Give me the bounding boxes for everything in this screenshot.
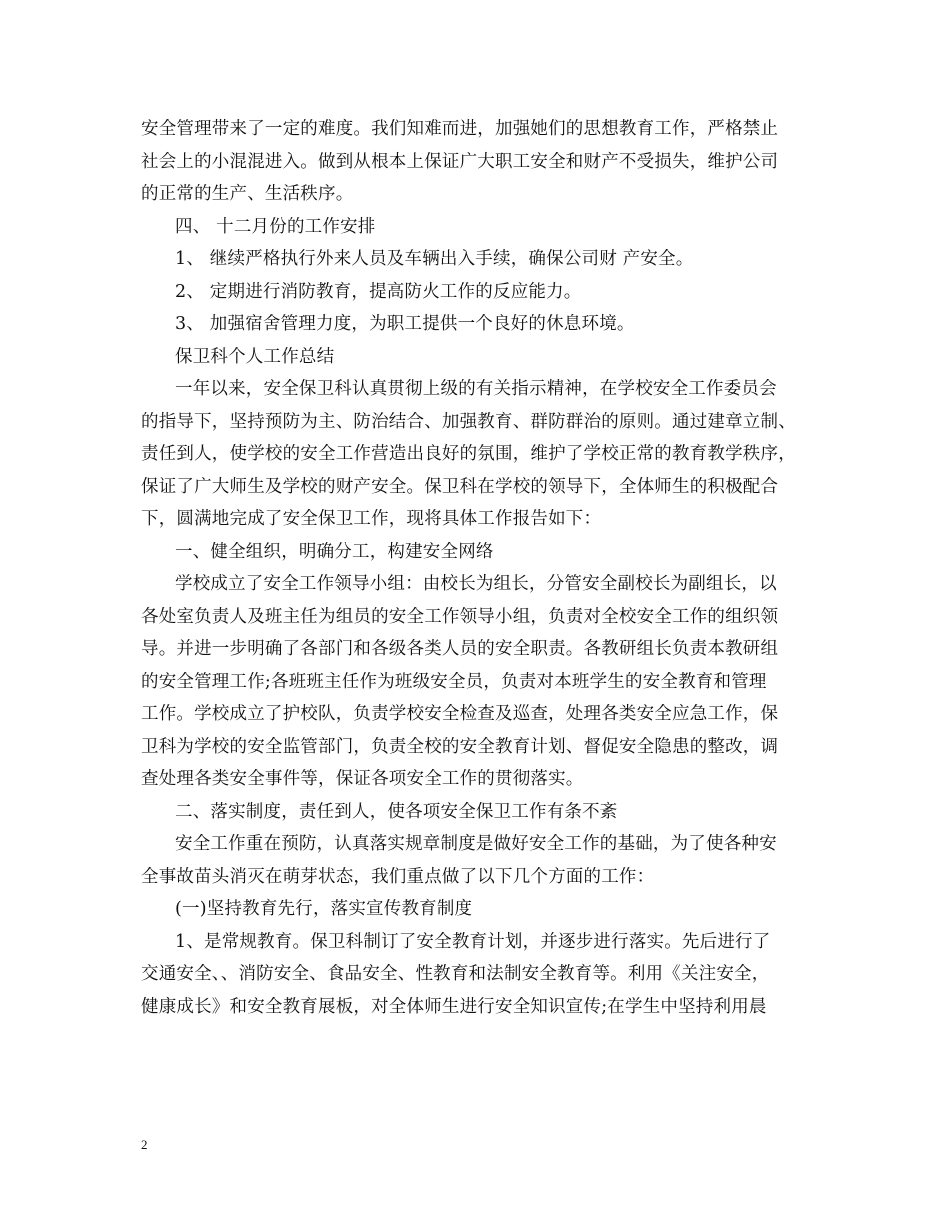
document-body: [141, 113, 811, 1023]
text-line: 各处室负责人及班主任为组员的安全工作领导小组，负责对全校安全工作的组织领: [141, 606, 779, 627]
text-line: 交通安全、、消防安全、食品安全、性教育和法制安全教育等。利用《关注安全，: [141, 964, 770, 984]
text-line: 保卫科个人工作总结: [175, 346, 335, 367]
text-line: 的正常的生产、生活秩序。: [141, 184, 354, 204]
text-line: 一、健全组织，明确分工，构建安全网络: [175, 541, 494, 562]
text-line: 全事故苗头消灭在萌芽状态，我们重点做了以下几个方面的工作：: [141, 866, 655, 887]
text-line: 学校成立了安全工作领导小组：由校长为组长，分管安全副校长为副组长，以: [175, 574, 777, 594]
text-line: 一年以来，安全保卫科认真贯彻上级的有关指示精神，在学校安全工作委员会: [175, 379, 777, 399]
text-line: 卫科为学校的安全监管部门，负责全校的安全教育计划、督促安全隐患的整改，调: [141, 736, 779, 757]
text-line: 2、 定期进行消防教育，提高防火工作的反应能力。: [175, 281, 582, 302]
text-line: 二、落实制度，责任到人，使各项安全保卫工作有条不紊: [175, 801, 618, 822]
text-line: 工作。学校成立了护校队，负责学校安全检查及巡查，处理各类安全应急工作，保: [141, 704, 779, 724]
text-line: 1、 继续严格执行外来人员及车辆出入手续，确保公司财 产安全。: [175, 249, 694, 269]
text-line: 安全管理带来了一定的难度。我们知难而进，加强她们的思想教育工作，严格禁止: [141, 119, 779, 139]
text-line: 四、 十二月份的工作安排: [175, 216, 376, 237]
text-line: 下，圆满地完成了安全保卫工作，现将具体工作报告如下：: [141, 509, 602, 529]
text-line: 社会上的小混混进入。做到从根本上保证广大职工安全和财产不受损失，维护公司: [141, 151, 779, 172]
text-line: 查处理各类安全事件等，保证各项安全工作的贯彻落实。: [141, 769, 584, 789]
text-line: 责任到人，使学校的安全工作营造出良好的氛围，维护了学校正常的教育教学秩序，: [141, 444, 796, 464]
page-number: 2: [141, 1137, 148, 1152]
text-line: 保证了广大师生及学校的财产安全。保卫科在学校的领导下，全体师生的积极配合: [141, 476, 779, 497]
text-line: 3、 加强宿舍管理力度，为职工提供一个良好的休息环境。: [175, 314, 635, 334]
text-line: 导。并进一步明确了各部门和各级各类人员的安全职责。各教研组长负责本教研组: [141, 639, 779, 659]
text-line: 健康成长》和安全教育展板，对全体师生进行安全知识宣传;在学生中坚持利用晨: [141, 996, 767, 1017]
text-line: 的指导下，坚持预防为主、防治结合、加强教育、群防群治的原则。通过建章立制、: [141, 411, 796, 432]
text-line: (一)坚持教育先行，落实宣传教育制度: [175, 899, 473, 919]
text-line: 安全工作重在预防，认真落实规章制度是做好安全工作的基础，为了使各种安: [175, 834, 777, 854]
text-line: 1、是常规教育。保卫科制订了安全教育计划，并逐步进行落实。先后进行了: [175, 931, 771, 952]
text-line: 的安全管理工作;各班班主任作为班级安全员，负责对本班学生的安全教育和管理: [141, 671, 767, 692]
